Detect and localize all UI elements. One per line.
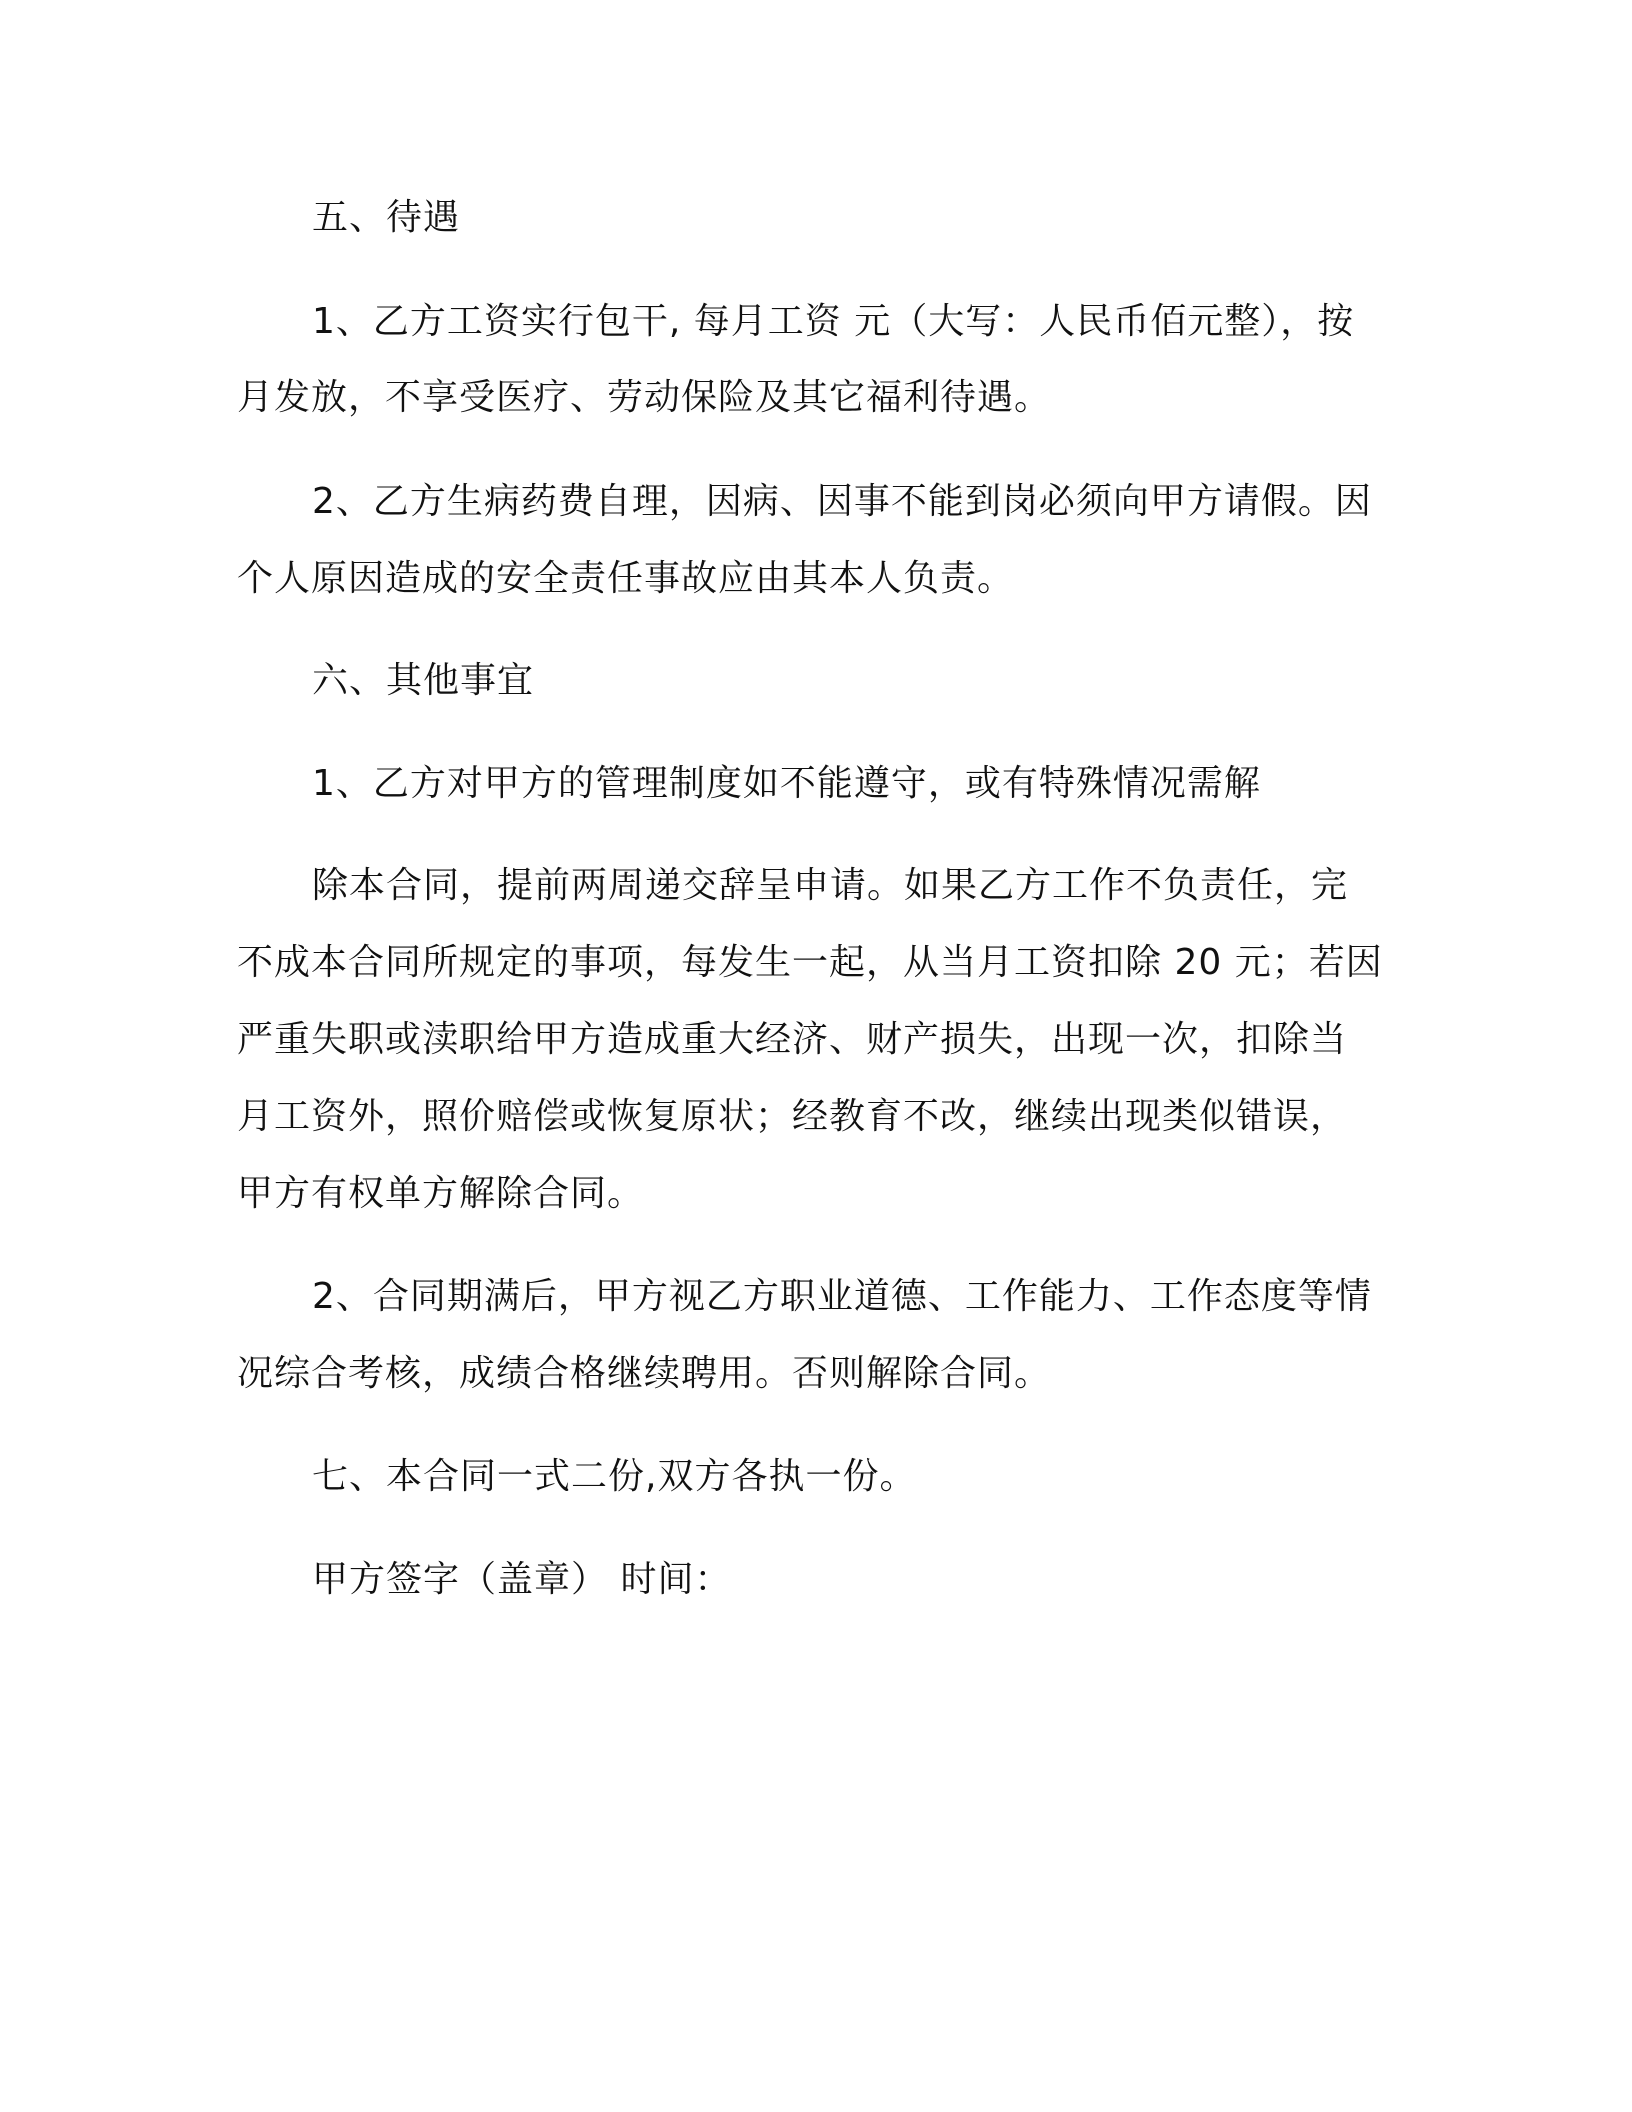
s5-item2-line1: 2、乙方生病药费自理，因病、因事不能到岗必须向甲方请假。因 (312, 481, 1372, 522)
section-7: 七、本合同一式二份,双方各执一份。 (312, 1456, 917, 1497)
s5-item1-line2: 月发放，不享受医疗、劳动保险及其它福利待遇。 (237, 377, 1052, 418)
s6-item1-line5: 月工资外，照价赔偿或恢复原状；经教育不改，继续出现类似错误， (237, 1096, 1348, 1137)
s6-item1-line1: 1、乙方对甲方的管理制度如不能遵守，或有特殊情况需解 (312, 763, 1261, 804)
s5-item2-line2: 个人原因造成的安全责任事故应由其本人负责。 (237, 558, 1015, 599)
s5-item1-line1: 1、乙方工资实行包干, 每月工资 元（大写：人民币佰元整），按 (312, 301, 1355, 342)
s6-item2-line1: 2、合同期满后，甲方视乙方职业道德、工作能力、工作态度等情 (312, 1276, 1372, 1317)
s6-item2-line2: 况综合考核，成绩合格继续聘用。否则解除合同。 (237, 1353, 1052, 1394)
signature-line: 甲方签字（盖章） 时间： (312, 1559, 732, 1600)
s6-item1-line6: 甲方有权单方解除合同。 (237, 1173, 645, 1214)
s6-item1-line3: 不成本合同所规定的事项，每发生一起，从当月工资扣除 20 元；若因 (237, 942, 1383, 983)
s6-item1-line2: 除本合同，提前两周递交辞呈申请。如果乙方工作不负责任，完 (312, 865, 1349, 906)
s6-item1-line4: 严重失职或渎职给甲方造成重大经济、财产损失，出现一次，扣除当 (237, 1019, 1348, 1060)
section-6-heading: 六、其他事宜 (312, 660, 535, 701)
section-5-heading: 五、待遇 (312, 197, 461, 238)
